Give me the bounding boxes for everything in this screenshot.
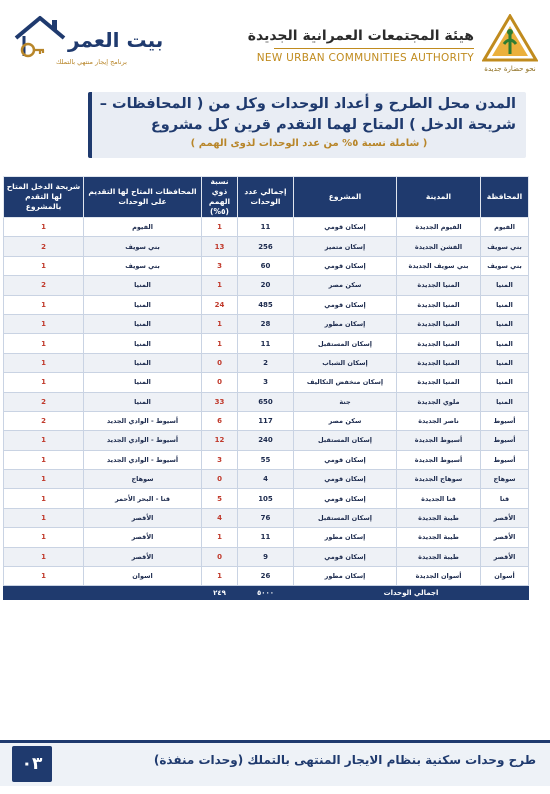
cell-total-units: 11 — [238, 528, 294, 547]
cell-total-units: 650 — [238, 392, 294, 411]
cell-project: إسكان قومي — [294, 489, 397, 508]
table-row — [4, 489, 529, 508]
table-header-row — [4, 177, 529, 218]
cell-governorate: الأقصر — [481, 547, 529, 566]
table-row — [4, 470, 529, 489]
cell-eligible-govs: الأقصر — [84, 528, 202, 547]
cell-governorate: المنيا — [481, 295, 529, 314]
cell-project: إسكان قومي — [294, 256, 397, 275]
cell-income-bracket: 1 — [4, 489, 84, 508]
cell-income-bracket: 1 — [4, 431, 84, 450]
cell-city: بني سويف الجديدة — [397, 256, 481, 275]
cell-city: طيبة الجديدة — [397, 547, 481, 566]
cell-income-bracket: 1 — [4, 373, 84, 392]
cell-governorate: الأقصر — [481, 528, 529, 547]
cell-disabled-pct: 4 — [202, 508, 238, 527]
cell-total-units: 3 — [238, 373, 294, 392]
cell-project: إسكان المستقبل — [294, 334, 397, 353]
table-row — [4, 353, 529, 372]
cell-project: إسكان الشباب — [294, 353, 397, 372]
cell-city: المنيا الجديدة — [397, 373, 481, 392]
cell-eligible-govs: الفيوم — [84, 218, 202, 237]
cell-project: إسكان المستقبل — [294, 508, 397, 527]
cell-governorate: المنيا — [481, 276, 529, 295]
col-header-project: المشروع — [294, 177, 397, 218]
cell-project: إسكان المستقبل — [294, 431, 397, 450]
cell-project: إسكان قومي — [294, 470, 397, 489]
cell-disabled-pct: 1 — [202, 276, 238, 295]
cell-governorate: المنيا — [481, 373, 529, 392]
cell-eligible-govs: المنيا — [84, 392, 202, 411]
cell-governorate: الأقصر — [481, 508, 529, 527]
cell-income-bracket: 1 — [4, 528, 84, 547]
cell-project: سكن مصر — [294, 411, 397, 430]
nuca-brand — [238, 14, 538, 74]
cell-city: الفيوم الجديدة — [397, 218, 481, 237]
cell-governorate: بني سويف — [481, 256, 529, 275]
cell-eligible-govs: سوهاج — [84, 470, 202, 489]
cell-disabled-pct: 33 — [202, 392, 238, 411]
cell-project: إسكان قومي — [294, 450, 397, 469]
cell-disabled-pct: 0 — [202, 470, 238, 489]
cell-governorate: المنيا — [481, 334, 529, 353]
cell-total-units: 60 — [238, 256, 294, 275]
house-key-icon — [10, 12, 70, 64]
cell-total-units: 4 — [238, 470, 294, 489]
cell-governorate: المنيا — [481, 392, 529, 411]
cell-total-units: 28 — [238, 314, 294, 333]
cell-income-bracket: 1 — [4, 314, 84, 333]
cell-governorate: المنيا — [481, 353, 529, 372]
program-title: بيت العمر — [68, 28, 164, 52]
cell-eligible-govs: اسوان — [84, 567, 202, 586]
cell-eligible-govs: بني سويف — [84, 256, 202, 275]
cell-project: إسكان متميز — [294, 237, 397, 256]
cell-eligible-govs: أسيوط - الوادي الجديد — [84, 411, 202, 430]
cell-income-bracket: 1 — [4, 256, 84, 275]
cell-total-units: 9 — [238, 547, 294, 566]
cell-city: ملوي الجديدة — [397, 392, 481, 411]
table-row — [4, 256, 529, 275]
cell-total-units: 26 — [238, 567, 294, 586]
table-row — [4, 508, 529, 527]
cell-eligible-govs: المنيا — [84, 353, 202, 372]
cell-disabled-pct: 0 — [202, 353, 238, 372]
cell-project: إسكان قومي — [294, 218, 397, 237]
cell-income-bracket: 1 — [4, 353, 84, 372]
table-row — [4, 373, 529, 392]
cell-city: أسيوط الجديدة — [397, 431, 481, 450]
cell-income-bracket: 1 — [4, 334, 84, 353]
cell-eligible-govs: أسيوط - الوادي الجديد — [84, 431, 202, 450]
cell-total-units: 55 — [238, 450, 294, 469]
cell-disabled-pct: 24 — [202, 295, 238, 314]
cell-eligible-govs: أسيوط - الوادي الجديد — [84, 450, 202, 469]
cell-disabled-pct: 1 — [202, 314, 238, 333]
authority-name-en: NEW URBAN COMMUNITIES AUTHORITY — [256, 52, 474, 64]
title-line-2: شريحة الدخل ) المتاح لهما التقدم قرين كل مشروع — [150, 117, 516, 133]
table-row — [4, 314, 529, 333]
cell-city: طيبة الجديدة — [397, 528, 481, 547]
cell-eligible-govs: المنيا — [84, 314, 202, 333]
table-row — [4, 528, 529, 547]
cell-total-units: 11 — [238, 218, 294, 237]
cell-income-bracket: 1 — [4, 295, 84, 314]
cell-eligible-govs: المنيا — [84, 295, 202, 314]
cell-eligible-govs: المنيا — [84, 373, 202, 392]
cell-city: أسيوط الجديدة — [397, 450, 481, 469]
table-row — [4, 237, 529, 256]
divider — [274, 48, 474, 49]
cell-total-units: 2 — [238, 353, 294, 372]
cell-disabled-pct: 1 — [202, 218, 238, 237]
col-header-income-bracket: شريحة الدخل المتاح لها التقدم بالمشروع — [4, 177, 84, 218]
table-row — [4, 295, 529, 314]
cell-city: قنا الجديدة — [397, 489, 481, 508]
cell-governorate: المنيا — [481, 314, 529, 333]
cell-total-units: 240 — [238, 431, 294, 450]
total-empty-cell — [4, 586, 84, 600]
cell-project: إسكان منخفض التكاليف — [294, 373, 397, 392]
cell-governorate: سوهاج — [481, 470, 529, 489]
title-line-1: المدن محل الطرح و أعداد الوحدات وكل من ( المحافظات – — [99, 96, 516, 112]
table-row — [4, 547, 529, 566]
cell-income-bracket: 1 — [4, 547, 84, 566]
cell-city: المنيا الجديدة — [397, 276, 481, 295]
table-body — [4, 218, 529, 586]
cell-city: سوهاج الجديدة — [397, 470, 481, 489]
cell-project: إسكان مطور — [294, 528, 397, 547]
table-row — [4, 334, 529, 353]
cell-income-bracket: 1 — [4, 470, 84, 489]
cell-governorate: أسيوط — [481, 450, 529, 469]
total-label: اجمالي الوحدات — [294, 586, 529, 600]
cell-eligible-govs: قنا - البحر الأحمر — [84, 489, 202, 508]
footer-title: طرح وحدات سكنية بنظام الايجار المنتهى بالتملك (وحدات منفذة) — [153, 753, 536, 767]
cell-governorate: بني سويف — [481, 237, 529, 256]
cell-disabled-pct: 0 — [202, 373, 238, 392]
cell-project: سكن مصر — [294, 276, 397, 295]
table-row — [4, 567, 529, 586]
cell-eligible-govs: الأقصر — [84, 508, 202, 527]
cell-income-bracket: 2 — [4, 237, 84, 256]
cell-total-units: 76 — [238, 508, 294, 527]
cell-governorate: قنا — [481, 489, 529, 508]
cell-governorate: أسوان — [481, 567, 529, 586]
cell-income-bracket: 2 — [4, 276, 84, 295]
cell-city: المنيا الجديدة — [397, 295, 481, 314]
total-disabled: ٢٤٩ — [202, 586, 238, 600]
cell-disabled-pct: 6 — [202, 411, 238, 430]
table-row — [4, 431, 529, 450]
cell-city: طيبة الجديدة — [397, 508, 481, 527]
page-footer — [0, 740, 550, 794]
cell-project: إسكان قومي — [294, 547, 397, 566]
cell-city: ناصر الجديدة — [397, 411, 481, 430]
cell-eligible-govs: بني سويف — [84, 237, 202, 256]
cell-disabled-pct: 13 — [202, 237, 238, 256]
cell-eligible-govs: المنيا — [84, 334, 202, 353]
table-total-row — [4, 586, 529, 600]
cell-total-units: 256 — [238, 237, 294, 256]
authority-name-ar: هيئة المجتمعات العمرانية الجديدة — [247, 28, 474, 44]
table-row — [4, 392, 529, 411]
cell-income-bracket: 1 — [4, 567, 84, 586]
cell-governorate: الفيوم — [481, 218, 529, 237]
col-header-city: المدينة — [397, 177, 481, 218]
title-banner — [88, 92, 526, 158]
cell-total-units: 117 — [238, 411, 294, 430]
cell-city: الفشن الجديدة — [397, 237, 481, 256]
cell-project: إسكان مطور — [294, 567, 397, 586]
cell-total-units: 105 — [238, 489, 294, 508]
cell-total-units: 11 — [238, 334, 294, 353]
cell-total-units: 20 — [238, 276, 294, 295]
cell-disabled-pct: 0 — [202, 547, 238, 566]
cell-disabled-pct: 3 — [202, 256, 238, 275]
cell-project: إسكان مطور — [294, 314, 397, 333]
beit-elomr-brand — [10, 12, 164, 74]
cell-disabled-pct: 5 — [202, 489, 238, 508]
cell-income-bracket: 2 — [4, 411, 84, 430]
total-empty-cell — [84, 586, 202, 600]
cell-governorate: أسيوط — [481, 431, 529, 450]
cell-eligible-govs: الأقصر — [84, 547, 202, 566]
page-header — [0, 0, 550, 90]
cell-project: إسكان قومي — [294, 295, 397, 314]
cell-disabled-pct: 1 — [202, 334, 238, 353]
nuca-logo-caption: نحو حضارة جديدة — [484, 65, 536, 73]
cell-project: جنة — [294, 392, 397, 411]
table-row — [4, 450, 529, 469]
page-title — [96, 94, 516, 136]
cell-income-bracket: 1 — [4, 508, 84, 527]
cell-disabled-pct: 1 — [202, 528, 238, 547]
cell-disabled-pct: 3 — [202, 450, 238, 469]
page-number: ٠٣ — [12, 746, 52, 782]
cell-city: المنيا الجديدة — [397, 353, 481, 372]
cell-city: المنيا الجديدة — [397, 314, 481, 333]
program-subtitle: برنامج إيجار منتهي بالتملك — [56, 58, 127, 66]
col-header-disabled-pct: نسبة ذوي الهمم (٥%) — [202, 177, 238, 218]
cell-disabled-pct: 12 — [202, 431, 238, 450]
cell-city: أسوان الجديدة — [397, 567, 481, 586]
cell-city: المنيا الجديدة — [397, 334, 481, 353]
cell-disabled-pct: 1 — [202, 567, 238, 586]
cell-governorate: أسيوط — [481, 411, 529, 430]
units-table — [3, 176, 529, 600]
table-row — [4, 218, 529, 237]
total-units: ٥٠٠٠ — [238, 586, 294, 600]
cell-total-units: 485 — [238, 295, 294, 314]
col-header-governorate: المحافظة — [481, 177, 529, 218]
table-row — [4, 411, 529, 430]
page-subtitle: ( شاملة نسبة ٥% من عدد الوحدات لذوى الهمم ) — [190, 138, 428, 149]
cell-income-bracket: 1 — [4, 450, 84, 469]
col-header-eligible-govs: المحافظات المتاح لها التقديم على الوحدات — [84, 177, 202, 218]
nuca-logo-icon — [482, 14, 538, 74]
col-header-total-units: إجمالي عدد الوحدات — [238, 177, 294, 218]
cell-eligible-govs: المنيا — [84, 276, 202, 295]
cell-income-bracket: 1 — [4, 218, 84, 237]
table-row — [4, 276, 529, 295]
footer-accent-line — [0, 740, 550, 743]
cell-income-bracket: 2 — [4, 392, 84, 411]
